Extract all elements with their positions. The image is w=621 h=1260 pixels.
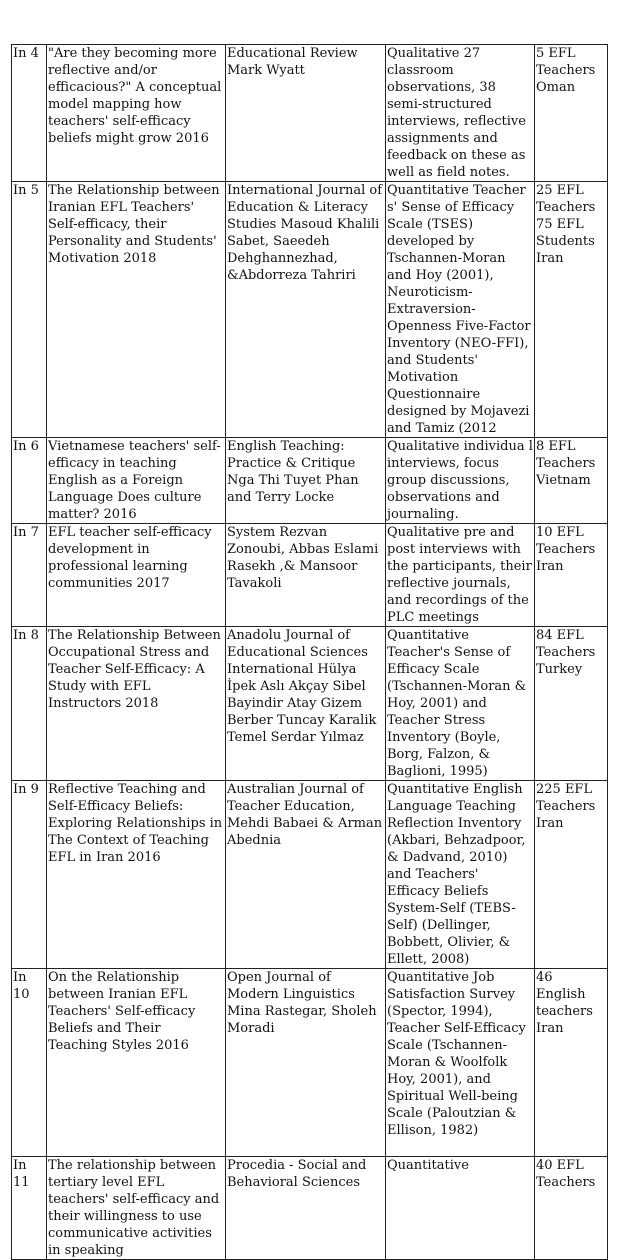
study-journal: Open Journal of Modern Linguistics Mina Rastegar, Sholeh Moradi xyxy=(226,969,386,1157)
study-title: The Relationship Between Occupational Stress and Teacher Self-Efficacy: A Study with EFL Instructors 2018 xyxy=(47,627,226,781)
study-title: The relationship between tertiary level EFL teachers' self-efficacy and their willingness to use communicative activities in speaking xyxy=(47,1157,226,1260)
study-journal: Procedia - Social and Behavioral Sciences xyxy=(226,1157,386,1260)
study-title: Reflective Teaching and Self-Efficacy Beliefs: Exploring Relationships in The Context of Teaching EFL in Iran 2016 xyxy=(47,781,226,969)
study-method: Quantitative Job Satisfaction Survey (Spector, 1994), Teacher Self-Efficacy Scale (Tschannen- Moran & Woolfolk Hoy, 2001), and Spiritual Well-being Scale (Paloutzian & Ellison, 1982) xyxy=(386,969,535,1157)
table-row xyxy=(12,969,608,1157)
study-method: Quantitative Teacher's Sense of Efficacy Scale (Tschannen-Moran & Hoy, 2001) and Teacher Stress Inventory (Boyle, Borg, Falzon, & Baglioni, 1995) xyxy=(386,627,535,781)
table-row xyxy=(12,45,608,182)
study-title: EFL teacher self-efficacy development in professional learning communities 2017 xyxy=(47,524,226,627)
study-title: On the Relationship between Iranian EFL Teachers' Self-efficacy Beliefs and Their Teaching Styles 2016 xyxy=(47,969,226,1157)
study-sample: 46 English teachers Iran xyxy=(535,969,608,1157)
study-id: In 11 xyxy=(12,1157,47,1260)
study-sample: 25 EFL Teachers 75 EFL Students Iran xyxy=(535,182,608,438)
study-id: In 6 xyxy=(12,438,47,524)
study-journal: Australian Journal of Teacher Education, Mehdi Babaei & Arman Abednia xyxy=(226,781,386,969)
study-sample: 84 EFL Teachers Turkey xyxy=(535,627,608,781)
literature-table xyxy=(11,44,608,1260)
study-method: Qualitative pre and post interviews with the participants, their reflective journals, and recordings of the PLC meetings xyxy=(386,524,535,627)
study-method: Quantitative xyxy=(386,1157,535,1260)
table-row xyxy=(12,781,608,969)
table-row xyxy=(12,438,608,524)
study-sample: 5 EFL Teachers Oman xyxy=(535,45,608,182)
table-row xyxy=(12,182,608,438)
study-title: Vietnamese teachers' self-efficacy in teaching English as a Foreign Language Does culture matter? 2016 xyxy=(47,438,226,524)
study-method: Quantitative Teacher s' Sense of Efficacy Scale (TSES) developed by Tschannen-Moran and Hoy (2001), Neuroticism-Extraversion-Openness Five-Factor Inventory (NEO-FFI), and Students' Motivation Questionnaire designed by Mojavezi and Tamiz (2012 xyxy=(386,182,535,438)
study-id: In 5 xyxy=(12,182,47,438)
study-id: In 7 xyxy=(12,524,47,627)
study-method: Qualitative 27 classroom observations, 38 semi-structured interviews, reflective assignments and feedback on these as well as field notes. xyxy=(386,45,535,182)
study-id: In 9 xyxy=(12,781,47,969)
study-journal: System Rezvan Zonoubi, Abbas Eslami Rasekh ,& Mansoor Tavakoli xyxy=(226,524,386,627)
study-id: In 8 xyxy=(12,627,47,781)
study-journal: Anadolu Journal of Educational Sciences International Hülya İpek Aslı Akçay Sibel Bayindir Atay Gizem Berber Tuncay Karalik Temel Serdar Yılmaz xyxy=(226,627,386,781)
study-title: "Are they becoming more reflective and/or efficacious?" A conceptual model mapping how teachers' self-efficacy beliefs might grow 2016 xyxy=(47,45,226,182)
study-id: In 4 xyxy=(12,45,47,182)
study-sample: 40 EFL Teachers xyxy=(535,1157,608,1260)
study-method: Qualitative individua l interviews, focus group discussions, observations and journaling. xyxy=(387,439,533,522)
study-method: Quantitative English Language Teaching Reflection Inventory (Akbari, Behzadpoor, & Dadvand, 2010) and Teachers' Efficacy Beliefs System-Self (TEBS-Self) (Dellinger, Bobbett, Olivier, & Ellett, 2008) xyxy=(386,781,535,969)
study-journal: Educational Review Mark Wyatt xyxy=(226,45,386,182)
table-row xyxy=(12,524,608,627)
study-journal: International Journal of Education & Literacy Studies Masoud Khalili Sabet, Saeedeh Dehghannezhad, &Abdorreza Tahriri xyxy=(226,182,386,438)
table-row xyxy=(12,1157,608,1260)
study-journal: English Teaching: Practice & Critique Nga Thi Tuyet Phan and Terry Locke xyxy=(226,438,386,524)
study-sample: 225 EFL Teachers Iran xyxy=(535,781,608,969)
study-sample: 8 EFL Teachers Vietnam xyxy=(535,438,608,524)
study-id: In 10 xyxy=(12,969,47,1157)
study-title: The Relationship between Iranian EFL Teachers' Self-efficacy, their Personality and Students' Motivation 2018 xyxy=(47,182,226,438)
study-sample: 10 EFL Teachers Iran xyxy=(535,524,608,627)
table-row xyxy=(12,627,608,781)
